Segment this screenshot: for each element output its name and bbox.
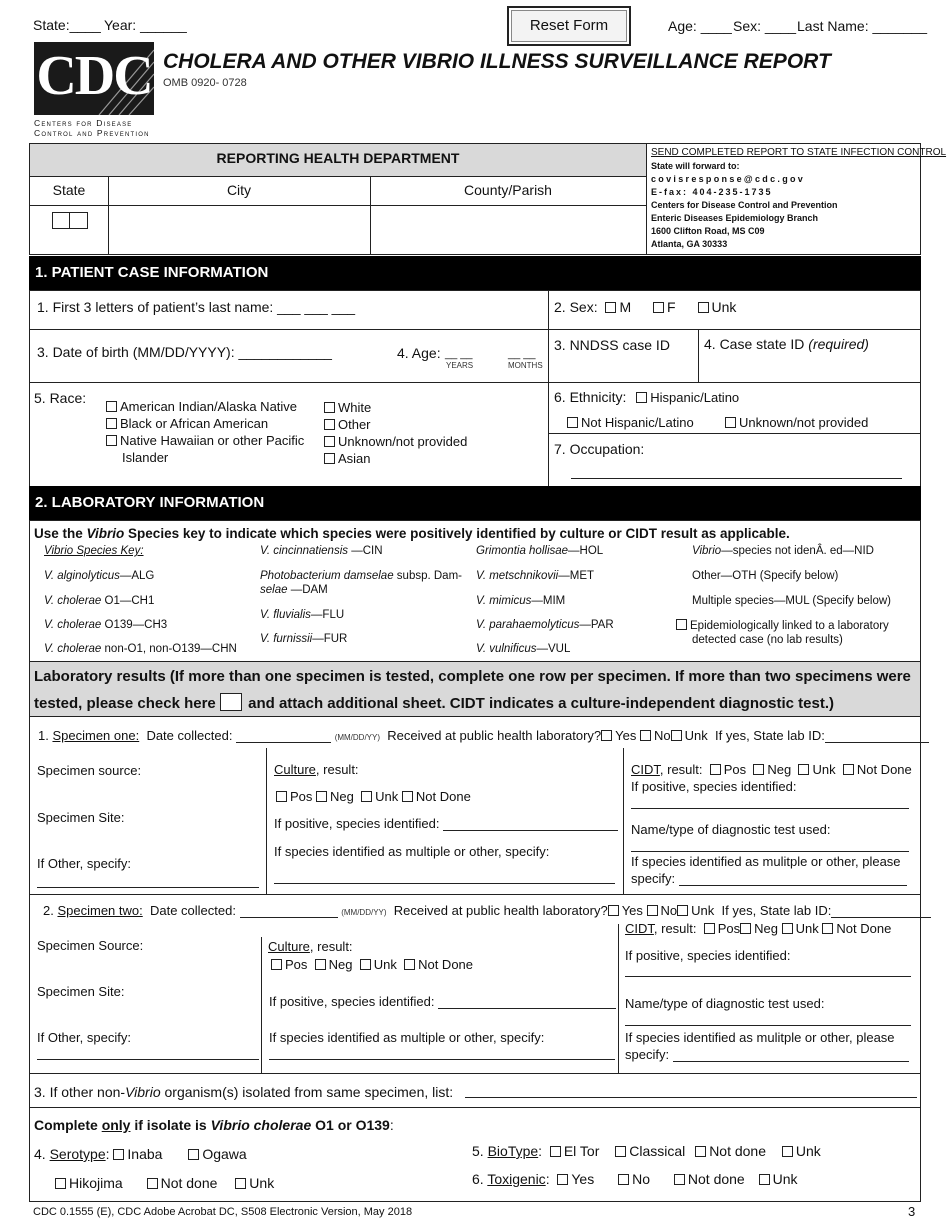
race-black-checkbox[interactable]: [106, 418, 117, 429]
tox-yes-checkbox[interactable]: [557, 1174, 568, 1185]
sp2-cul-unk-checkbox[interactable]: [360, 959, 371, 970]
key-dam: Photobacterium damselae subsp. Dam-: [260, 570, 462, 582]
key-fur: V. furnissii—FUR: [260, 633, 348, 645]
reset-form-button[interactable]: [507, 6, 631, 46]
tox-notdone-checkbox[interactable]: [674, 1174, 685, 1185]
eth-not-hispanic-label: Not Hispanic/Latino: [581, 415, 694, 430]
county-col-label: County/Parish: [464, 182, 552, 198]
sero-unk-checkbox[interactable]: [235, 1178, 246, 1189]
sex-f-checkbox[interactable]: [653, 302, 664, 313]
sero-ogawa-checkbox[interactable]: [188, 1149, 199, 1160]
case-state-id-label: 4. Case state ID: [704, 336, 805, 352]
sp2-ifmul-label: If species identified as multiple or other, specify:: [269, 1030, 545, 1045]
sp1-lab-id-input[interactable]: [825, 742, 929, 743]
sp1-cidt-mul-input[interactable]: [679, 885, 907, 886]
epi-linked-checkbox[interactable]: [676, 619, 687, 630]
sp1-ifpos-label: If positive, species identified:: [274, 816, 440, 831]
occupation-label: 7. Occupation:: [554, 441, 645, 457]
serotype-label: Serotype: [49, 1146, 106, 1162]
sp1-site-label: Specimen Site:: [37, 810, 125, 825]
send-line5: Enteric Diseases Epidemiology Branch: [651, 213, 819, 223]
sp2-date-input[interactable]: [240, 917, 338, 918]
sero-inaba-checkbox[interactable]: [113, 1149, 124, 1160]
sp1-test-name-input[interactable]: [631, 840, 909, 852]
sp1-recv-no-checkbox[interactable]: [640, 730, 651, 741]
page-title: CHOLERA AND OTHER VIBRIO ILLNESS SURVEILLANCE REPORT: [163, 50, 831, 73]
send-line6: 1600 Clifton Road, MS C09: [651, 226, 765, 236]
key-mim: V. mimicus—MIM: [476, 595, 566, 607]
send-line4: Centers for Disease Control and Prevention: [651, 200, 838, 210]
sp1-date-input[interactable]: [236, 742, 331, 743]
toxigenic-label: Toxigenic: [487, 1171, 546, 1187]
sp1-culture-label: Culture: [274, 762, 316, 777]
age-years-input[interactable]: __ __: [445, 348, 473, 360]
cdc-name-line2: Control and Prevention: [34, 128, 150, 138]
bio-eltor-checkbox[interactable]: [550, 1146, 561, 1157]
sp2-ifpos-label: If positive, species identified:: [269, 994, 435, 1009]
nndss-id-field[interactable]: 3. NNDSS case ID: [554, 337, 670, 353]
sp2-culture-label: Culture: [268, 939, 310, 954]
eth-hispanic-checkbox[interactable]: [636, 392, 647, 403]
epi-linked-label2: detected case (no lab results): [692, 634, 843, 646]
sp2-cidt-ifpos-input[interactable]: [625, 965, 911, 977]
race-black-label: Black or African American: [120, 416, 269, 431]
sp2-source-label: Specimen Source:: [37, 938, 144, 953]
sp2-test-name-input[interactable]: [625, 1014, 911, 1026]
sp1-recv-yes-checkbox[interactable]: [601, 730, 612, 741]
state-code-input[interactable]: [52, 212, 88, 229]
bio-classical-checkbox[interactable]: [615, 1146, 626, 1157]
key-mul: Multiple species—MUL (Specify below): [692, 595, 891, 607]
key-nid: Vibrio—species not idenÂ. ed—NID: [692, 545, 874, 557]
sp1-other-label: If Other, specify:: [37, 856, 131, 871]
tox-unk-checkbox[interactable]: [759, 1174, 770, 1185]
key-alg: V. alginolyticus—ALG: [44, 570, 155, 582]
send-line1: State will forward to:: [651, 161, 740, 171]
months-label: MONTHS: [508, 361, 543, 370]
race-white-checkbox[interactable]: [324, 402, 335, 413]
species-key-intro: Use the Vibrio Species key to indicate which species were positively identified by culture or CIDT result as applicable.: [34, 526, 790, 541]
sp1-recv-unk-checkbox[interactable]: [671, 730, 682, 741]
sp2-other-input[interactable]: [37, 1048, 259, 1060]
sex-m-label: M: [619, 299, 632, 315]
key-chn: V. cholerae non-O1, non-O139—CHN: [44, 643, 237, 655]
last-name-letters-field[interactable]: 1. First 3 letters of patient’s last name: ___ ___ ___: [37, 299, 356, 315]
sp2-cidt-mul-label: If species identified as mulitple or other, please: [625, 1030, 895, 1045]
race-nhpi-checkbox[interactable]: [106, 435, 117, 446]
section1-header: 1. PATIENT CASE INFORMATION: [29, 256, 921, 290]
race-white-label: White: [338, 400, 372, 415]
state-col-label: State: [52, 182, 86, 198]
sp2-cidt-label: CIDT: [625, 921, 654, 936]
sp2-cidt-pos-checkbox[interactable]: [704, 923, 715, 934]
years-label: YEARS: [446, 361, 474, 370]
sp2-cul-nd-checkbox[interactable]: [404, 959, 415, 970]
epi-linked-label: Epidemiologically linked to a laboratory: [690, 620, 889, 632]
key-ch3: V. cholerae O139—CH3: [44, 619, 168, 631]
send-title: SEND COMPLETED REPORT TO STATE INFECTION CONTROL: [651, 147, 947, 158]
sero-notdone-checkbox[interactable]: [147, 1178, 158, 1189]
eth-hispanic-label: Hispanic/Latino: [650, 390, 740, 405]
age-label: 4. Age:: [397, 345, 441, 361]
race-aian-checkbox[interactable]: [106, 401, 117, 412]
race-nhpi-label2: Islander: [122, 450, 169, 465]
sp2-cidt-ifpos-label: If positive, species identified:: [625, 948, 791, 963]
sp2-recv-no-checkbox[interactable]: [647, 905, 658, 916]
sp2-lab-id-input[interactable]: [831, 917, 931, 918]
race-other-label: Other: [338, 417, 371, 432]
footer-form-id: CDC 0.1555 (E), CDC Adobe Acrobat DC, S508 Electronic Version, May 2018: [33, 1206, 413, 1218]
age-months-input[interactable]: __ __: [508, 348, 536, 360]
race-aian-label: American Indian/Alaska Native: [120, 399, 298, 414]
sex-m-checkbox[interactable]: [605, 302, 616, 313]
sp1-cul-pos-checkbox[interactable]: [276, 791, 287, 802]
key-hol: Grimontia hollisae—HOL: [476, 545, 604, 557]
sp2-cidt-unk-checkbox[interactable]: [782, 923, 793, 934]
race-asian-label: Asian: [338, 451, 371, 466]
occupation-input[interactable]: [571, 467, 902, 479]
omb-number: OMB 0920- 0728: [163, 77, 247, 89]
specimen-two-label: Specimen two:: [57, 903, 143, 918]
reset-form-label: Reset Form: [511, 10, 627, 42]
sp2-ifpos-input[interactable]: [438, 1008, 616, 1009]
send-email: covisresponse@cdc.gov: [651, 174, 806, 184]
lab-results-line1: Laboratory results (If more than one specimen is tested, complete one row per specimen. If more than two specimens were: [34, 668, 911, 685]
key-ch1: V. cholerae O1—CH1: [44, 595, 155, 607]
sp2-cidt-nd-checkbox[interactable]: [822, 923, 833, 934]
biotype-label: BioType: [487, 1143, 539, 1159]
key-dam2: selae —DAM: [260, 584, 328, 596]
page-number: 3: [908, 1204, 916, 1219]
sp1-cidt-unk-checkbox[interactable]: [798, 764, 809, 775]
specimen-one-label: Specimen one:: [52, 728, 140, 743]
sex-label: 2. Sex:: [554, 299, 598, 315]
sp1-cul-neg-checkbox[interactable]: [316, 791, 327, 802]
sp1-cidt-ifpos-input[interactable]: [631, 797, 909, 809]
sp1-test-name-label: Name/type of diagnostic test used:: [631, 822, 831, 837]
ethnicity-label: 6. Ethnicity:: [554, 389, 627, 405]
key-met: V. metschnikovii—MET: [476, 570, 595, 582]
key-oth: Other—OTH (Specify below): [692, 570, 839, 582]
last-name-field[interactable]: Last Name: _______: [797, 18, 927, 34]
sp1-ifmul-label: If species identified as multiple or other, specify:: [274, 844, 550, 859]
key-par: V. parahaemolyticus—PAR: [476, 619, 614, 631]
bio-unk-checkbox[interactable]: [782, 1146, 793, 1157]
sp1-cidt-mul-label: If species identified as mulitple or other, please: [631, 854, 901, 869]
sp2-other-label: If Other, specify:: [37, 1030, 131, 1045]
species-key-label: Vibrio Species Key:: [44, 545, 144, 557]
key-flu: V. fluvialis—FLU: [260, 609, 345, 621]
race-other-checkbox[interactable]: [324, 419, 335, 430]
sp1-cul-nd-checkbox[interactable]: [402, 791, 413, 802]
sp1-cidt-nd-checkbox[interactable]: [843, 764, 854, 775]
race-unknown-checkbox[interactable]: [324, 436, 335, 447]
send-line7: Atlanta, GA 30333: [651, 239, 728, 249]
sp2-site-label: Specimen Site:: [37, 984, 125, 999]
sp1-other-input[interactable]: [37, 876, 259, 888]
lab-results-line2: tested, please check here and attach additional sheet. CIDT indicates a culture-independent diagnostic test.): [34, 695, 835, 712]
sp1-cidt-ifpos-label: If positive, species identified:: [631, 779, 797, 794]
eth-not-hispanic-checkbox[interactable]: [567, 417, 578, 428]
sp1-cidt-pos-checkbox[interactable]: [710, 764, 721, 775]
sp2-recv-unk-checkbox[interactable]: [677, 905, 688, 916]
dept-title: REPORTING HEALTH DEPARTMENT: [216, 150, 460, 166]
bio-notdone-checkbox[interactable]: [695, 1146, 706, 1157]
section2-header: 2. LABORATORY INFORMATION: [29, 486, 921, 520]
sp1-cidt-label: CIDT: [631, 762, 660, 777]
date-collected-label: Date collected:: [146, 728, 233, 743]
year-field[interactable]: Year: ______: [104, 17, 187, 33]
sp2-ifmul-input[interactable]: [269, 1048, 615, 1060]
sex-unk-label: Unk: [711, 299, 737, 315]
city-col-label: City: [226, 182, 252, 198]
eth-unknown-checkbox[interactable]: [725, 417, 736, 428]
eth-unknown-label: Unknown/not provided: [739, 415, 869, 430]
send-fax: E-fax: 404-235-1735: [651, 187, 773, 197]
other-organism-input[interactable]: [465, 1086, 917, 1098]
sp2-cul-neg-checkbox[interactable]: [315, 959, 326, 970]
sp1-ifpos-input[interactable]: [443, 830, 618, 831]
cdc-name-line1: Centers for Disease: [34, 118, 133, 128]
race-nhpi-label: Native Hawaiian or other Pacific: [120, 433, 305, 448]
county-input[interactable]: [372, 207, 644, 253]
sero-hikojima-checkbox[interactable]: [55, 1178, 66, 1189]
sex-field[interactable]: Sex: ____: [733, 18, 797, 34]
sp2-cidt-neg-checkbox[interactable]: [740, 923, 751, 934]
cdc-logo-text: CDC: [36, 45, 152, 107]
sp1-source-label: Specimen source:: [37, 763, 142, 778]
sp2-cul-pos-checkbox[interactable]: [271, 959, 282, 970]
key-cin: V. cincinnatiensis —CIN: [260, 545, 383, 557]
state-field[interactable]: State:____: [33, 17, 101, 33]
other-organism-label: 3. If other non-Vibrio organism(s) isolated from same specimen, list:: [34, 1084, 454, 1100]
cdc-logo: [34, 42, 154, 115]
race-label: 5. Race:: [34, 390, 87, 406]
required-note: (required): [808, 336, 869, 352]
dob-field[interactable]: 3. Date of birth (MM/DD/YYYY): ____________: [37, 344, 332, 360]
sex-unk-checkbox[interactable]: [698, 302, 709, 313]
sp1-cidt-neg-checkbox[interactable]: [753, 764, 764, 775]
city-input[interactable]: [110, 207, 368, 253]
sp1-cul-unk-checkbox[interactable]: [361, 791, 372, 802]
age-field[interactable]: Age: ____: [668, 18, 732, 34]
race-asian-checkbox[interactable]: [324, 453, 335, 464]
complete-only-note: Complete only if isolate is Vibrio cholerae O1 or O139:: [34, 1117, 394, 1133]
sp2-cidt-mul-input[interactable]: [673, 1061, 909, 1062]
tox-no-checkbox[interactable]: [618, 1174, 629, 1185]
sp2-test-name-label: Name/type of diagnostic test used:: [625, 996, 825, 1011]
race-unknown-label: Unknown/not provided: [338, 434, 468, 449]
sp2-recv-yes-checkbox[interactable]: [608, 905, 619, 916]
key-vul: V. vulnificus—VUL: [476, 643, 571, 655]
additional-sheet-checkbox[interactable]: [220, 693, 242, 711]
sp1-ifmul-input[interactable]: [274, 872, 615, 884]
case-state-id-field[interactable]: [704, 336, 869, 352]
sex-f-label: F: [667, 299, 676, 315]
